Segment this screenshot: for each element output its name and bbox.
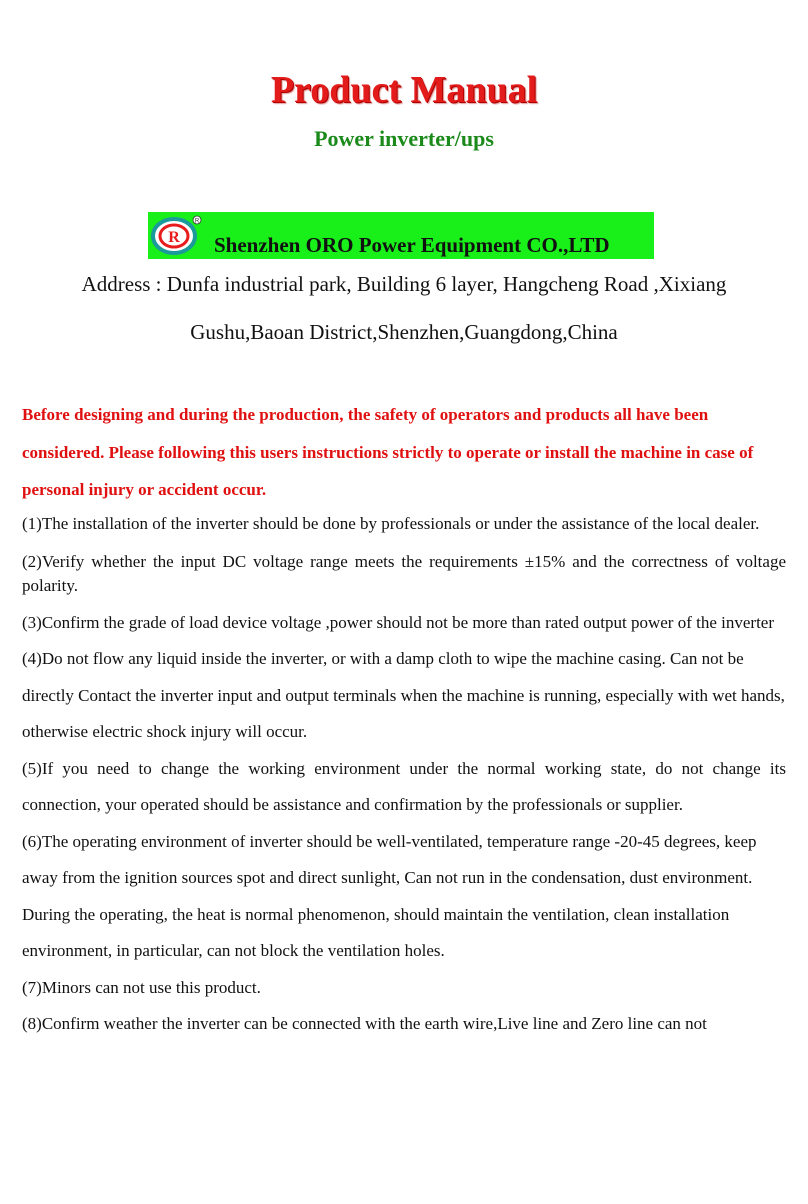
safety-warning: Before designing and during the production, the safety of operators and products all have been considered. Please following this users instructions strictly to operate or install the machine in case of personal injury or accident occur.: [22, 405, 754, 499]
instruction-item: (4)Do not flow any liquid inside the inverter, or with a damp cloth to wipe the machine casing. Can not be directly Contact the inverter input and output terminals when the machine is running, especially with wet hands, otherwise electric shock injury will occur.: [22, 649, 785, 741]
registered-mark: R: [194, 218, 200, 225]
instruction-item: (8)Confirm weather the inverter can be connected with the earth wire,Live line and Zero line can not: [22, 1014, 707, 1033]
instruction-item: (2)Verify whether the input DC voltage range meets the requirements ±15% and the correctness of voltage polarity.: [22, 551, 786, 595]
instruction-list: [22, 506, 786, 1043]
address-line-1: Address : Dunfa industrial park, Building 6 layer, Hangcheng Road ,Xixiang: [81, 272, 727, 296]
company-name: Shenzhen ORO Power Equipment CO.,LTD: [214, 233, 610, 257]
address-line-2: Gushu,Baoan District,Shenzhen,Guangdong,China: [190, 320, 618, 344]
logo-letter: R: [168, 229, 180, 246]
document-title: Product Manual: [270, 69, 538, 111]
instruction-item: (5)If you need to change the working environment under the normal working state, do not change its connection, your operated should be assistance and confirmation by the professionals or supplier.: [22, 758, 786, 814]
instruction-item: (1)The installation of the inverter should be done by professionals or under the assistance of the local dealer.: [22, 514, 760, 533]
company-logo-icon: [150, 214, 202, 256]
instruction-item: (7)Minors can not use this product.: [22, 977, 261, 997]
company-banner: [148, 212, 654, 259]
document-subtitle: Power inverter/ups: [314, 126, 494, 151]
instruction-item: (6)The operating environment of inverter should be well-ventilated, temperature range -20-45 degrees, keep away from the ignition sources spot and direct sunlight, Can not run in the condensation, dust environment. During the operating, the heat is normal phenomenon, should maintain the ventilation, clean installation environment, in particular, can not block the ventilation holes.: [22, 831, 757, 960]
instruction-item: (3)Confirm the grade of load device voltage ,power should not be more than rated output power of the inverter: [22, 612, 775, 632]
